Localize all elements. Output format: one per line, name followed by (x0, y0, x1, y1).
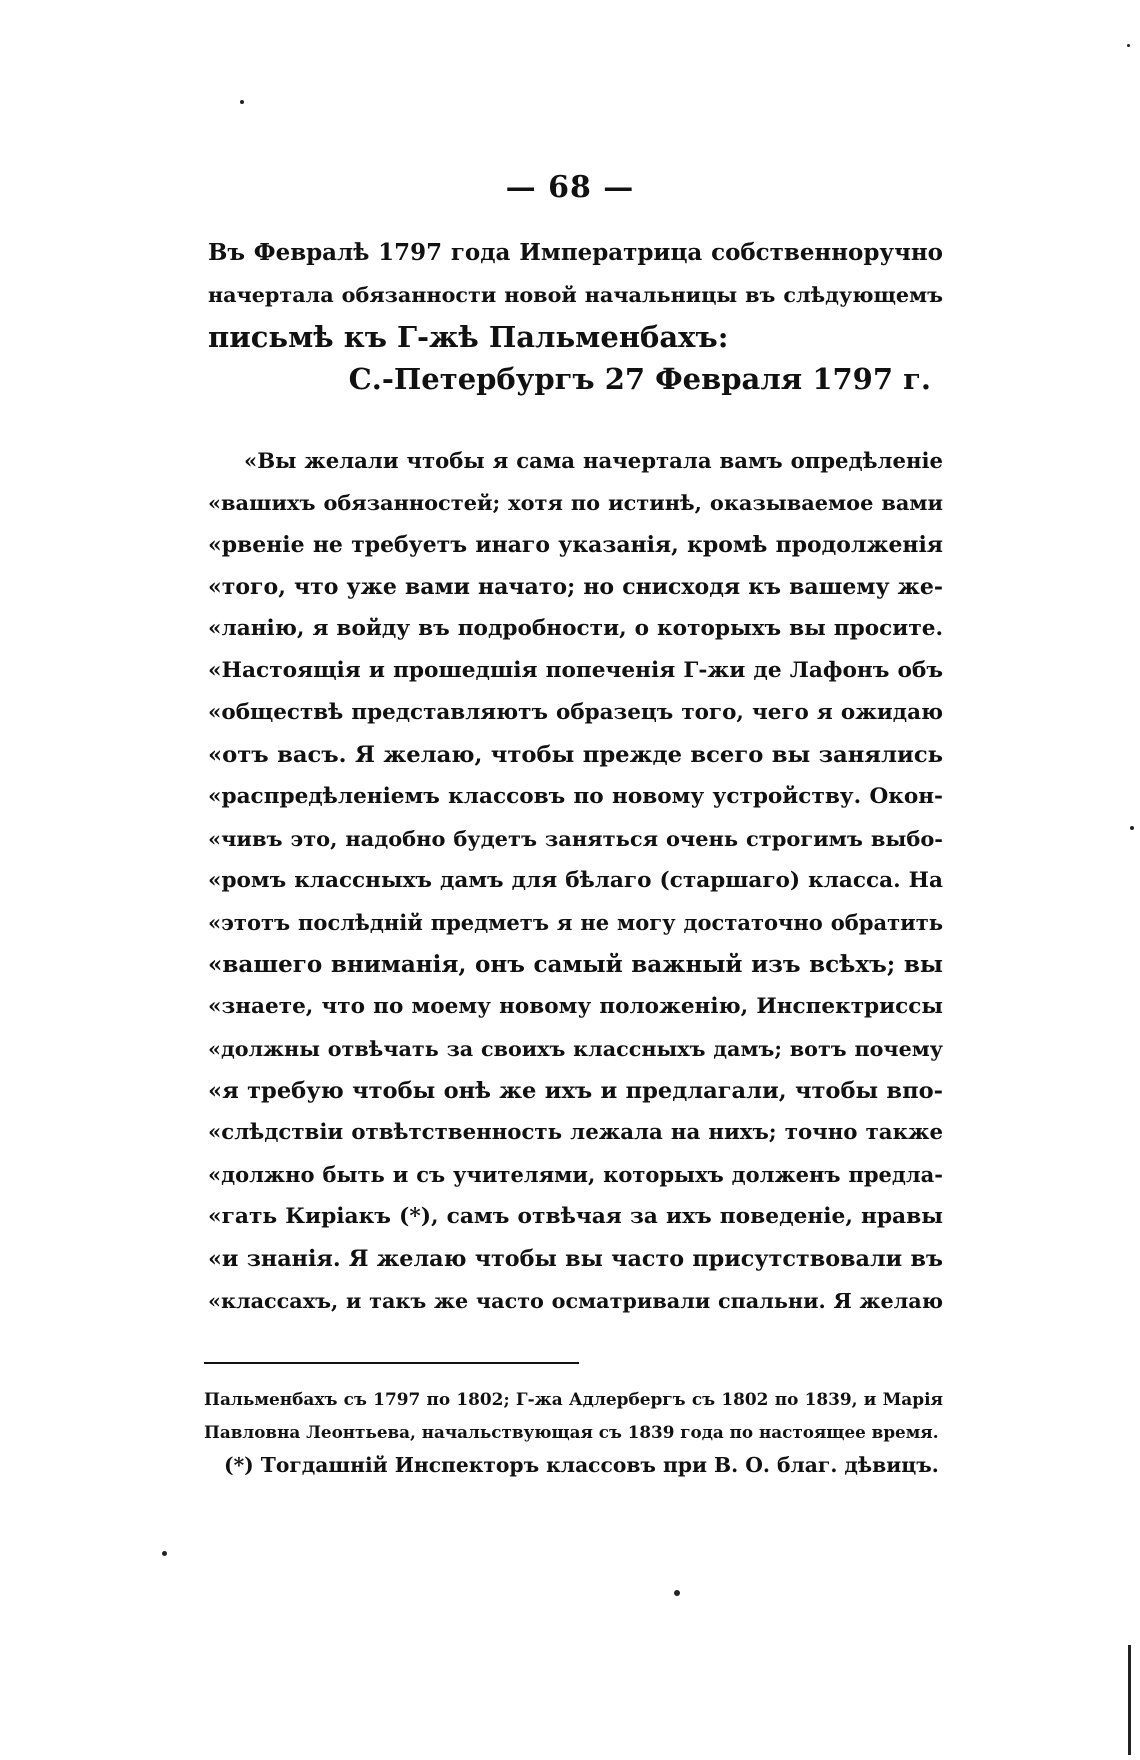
scan-edge-line (1128, 1645, 1131, 1755)
letter-line: «ромъ классныхъ дамъ для бѣлаго (старшаго) класса. На (208, 868, 943, 893)
scan-speck (1127, 44, 1130, 47)
letter-line: «должно быть и съ учителями, которыхъ долженъ предла- (208, 1162, 943, 1187)
footnote-divider (204, 1362, 579, 1364)
letter-line: «слѣдствіи отвѣтственность лежала на нихъ; точно также (208, 1120, 943, 1145)
letter-line: «вашихъ обязанностей; хотя по истинѣ, оказываемое вами (208, 490, 943, 515)
scan-speck (1130, 826, 1134, 830)
letter-line: «знаете, что по моему новому положенію, Инспектриссы (208, 994, 943, 1019)
letter-line: «и знанія. Я желаю чтобы вы часто присутствовали въ (208, 1246, 943, 1272)
letter-line: «вашего вниманія, онъ самый важный изъ всѣхъ; вы (208, 951, 943, 978)
letter-line: «ланію, я войду въ подробности, о которыхъ вы просите. (208, 616, 943, 641)
letter-body (208, 440, 943, 1322)
letter-line: «я требую чтобы онѣ же ихъ и предлагали, чтобы впо- (208, 1078, 943, 1104)
letter-line: «Настоящія и прошедшія попеченія Г-жи де Лафонъ объ (208, 658, 943, 683)
letter-line: «того, что уже вами начато; но снисходя къ вашему же- (208, 574, 943, 600)
footnote-line: Павловна Леонтьева, начальствующая съ 1839 года по настоящее время. (204, 1422, 939, 1442)
letter-line: «гать Киріакъ (*), самъ отвѣчая за ихъ поведеніе, нравы (208, 1204, 943, 1229)
page-number: — 68 — (505, 170, 635, 205)
letter-dateline: С.-Петербургъ 27 Февраля 1797 г. (348, 362, 931, 396)
letter-line: «рвеніе не требуетъ инаго указанія, кромѣ продолженія (208, 532, 943, 558)
intro-line: Въ Февралѣ 1797 года Императрица собственноручно (208, 239, 943, 266)
footnotes (204, 1383, 943, 1482)
letter-line: «этотъ послѣдній предметъ я не могу достаточно обратить (208, 910, 943, 935)
scan-speck (240, 100, 244, 104)
letter-line: «Вы желали чтобы я сама начертала вамъ опредѣленіе (244, 448, 943, 473)
scan-speck (674, 1590, 680, 1596)
intro-paragraph (208, 232, 943, 400)
letter-line: «обществѣ представляютъ образецъ того, чего я ожидаю (208, 700, 943, 725)
scan-speck (162, 1551, 167, 1556)
letter-line: «отъ васъ. Я желаю, чтобы прежде всего вы занялись (208, 742, 943, 768)
intro-line: начертала обязанности новой начальницы въ слѣдующемъ (208, 283, 943, 307)
letter-line: «распредѣленіемъ классовъ по новому устройству. Окон- (208, 784, 943, 809)
letter-line: «должны отвѣчать за своихъ классныхъ дамъ; вотъ почему (208, 1037, 943, 1061)
footnote-asterisk-note: (*) Тогдашній Инспекторъ классовъ при В. О. благ. дѣвицъ. (224, 1453, 939, 1477)
footnote-line: Пальменбахъ съ 1797 по 1802; Г-жа Адлербергъ съ 1802 по 1839, и Марія (204, 1389, 943, 1409)
letter-line: «классахъ, и такъ же часто осматривали спальни. Я желаю (208, 1289, 943, 1313)
intro-line: письмѣ къ Г-жѣ Пальменбахъ: (208, 320, 729, 354)
letter-line: «чивъ это, надобно будетъ заняться очень строгимъ выбо- (208, 826, 943, 851)
